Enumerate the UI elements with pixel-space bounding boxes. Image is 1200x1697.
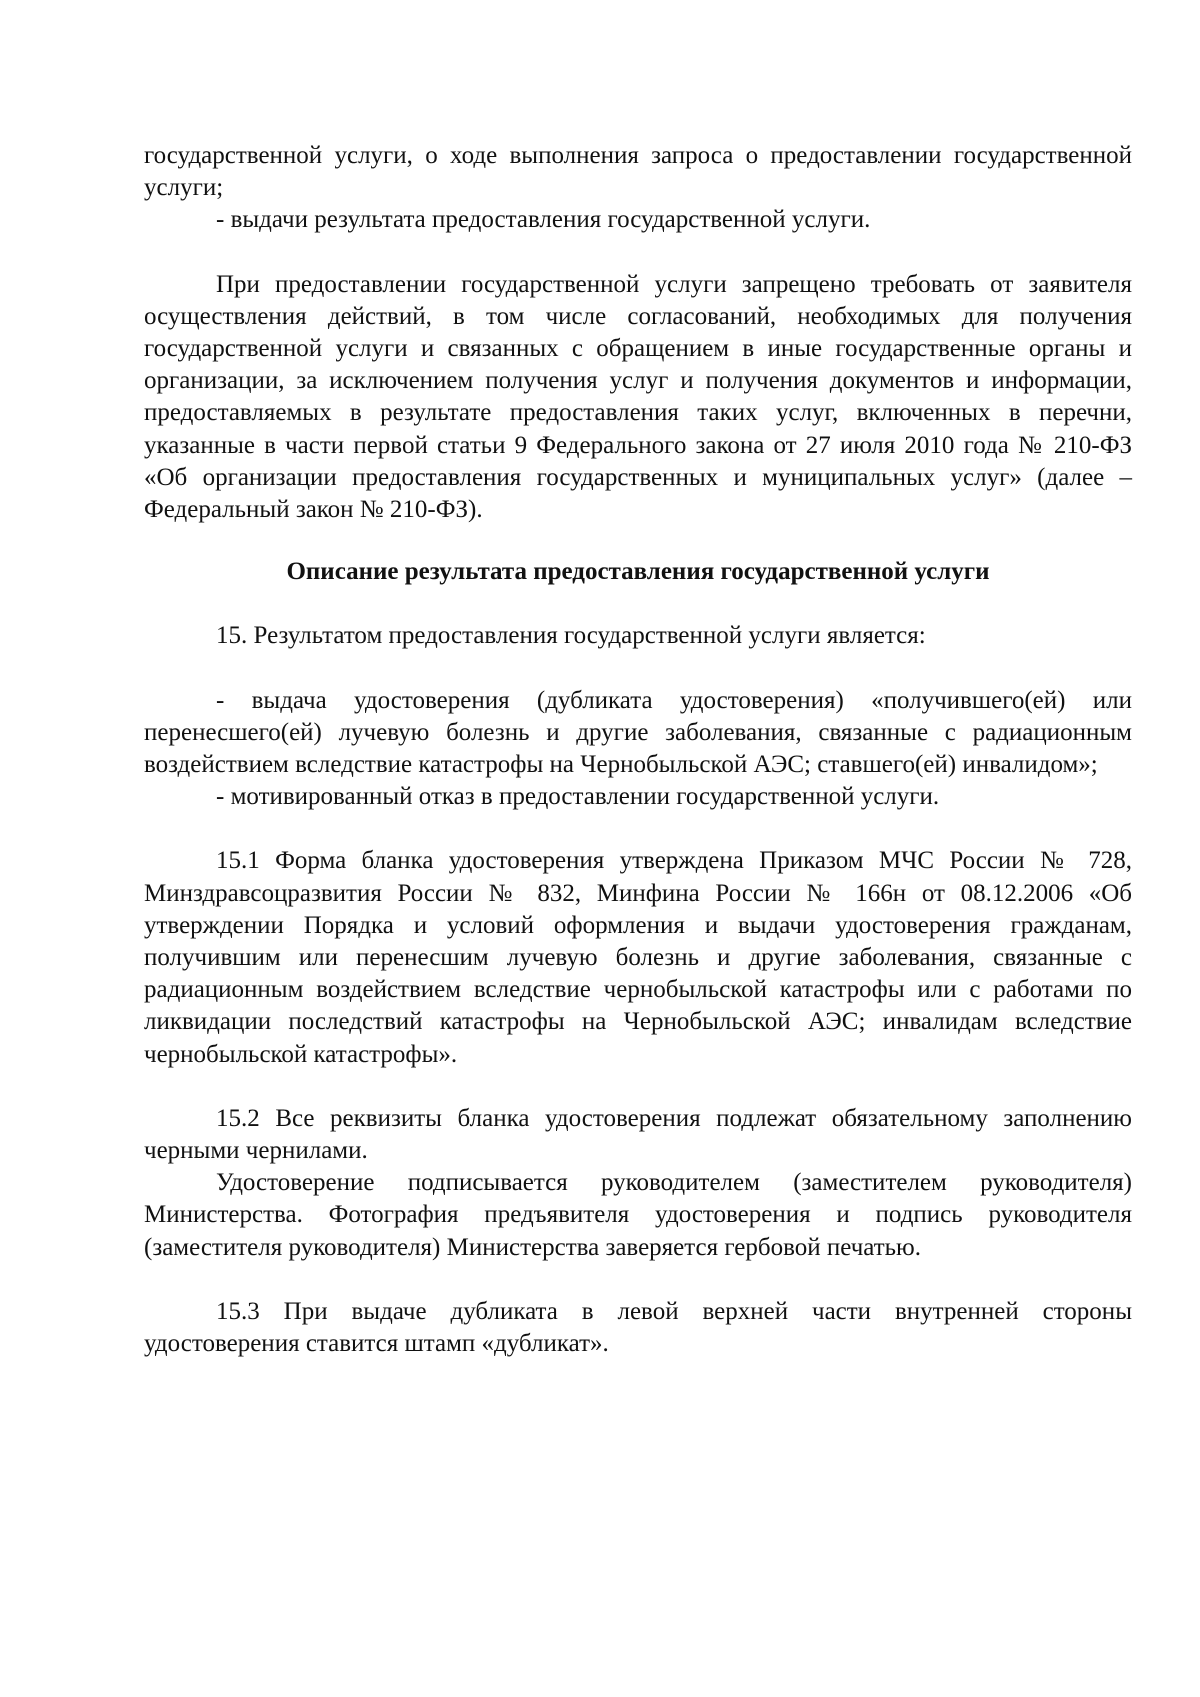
paragraph-item-15-1: 15.1 Форма бланка удостоверения утверждена Приказом МЧС России № 728, Минздравсоцразвития России № 832, Минфина России № 166н от 08.12.2006 «Об утверждении Порядка и условий оформления и выдачи удостоверения гражданам, получившим или перенесшим лучевую болезнь и другие заболевания, связанные с радиационным воздействием вследствие чернобыльской катастрофы или с работами по ликвидации последствий катастрофы на Чернобыльской АЭС; инвалидам вследствие чернобыльской катастрофы».	[144, 847, 1132, 1068]
paragraph-result-issuance: - выдачи результата предоставления государственной услуги.	[216, 206, 871, 234]
list-item-certificate: - выдача удостоверения (дубликата удостоверения) «получившего(ей) или перенесшего(ей) лучевую болезнь и другие заболевания, связанные с радиационным воздействием вследствие катастрофы на Чернобыльской АЭС; ставшего(ей) инвалидом»;	[144, 686, 1132, 779]
paragraph-item-15-2-signature: Удостоверение подписывается руководителем (заместителем руководителя) Министерства. Фотография предъявителя удостоверения и подпись руководителя (заместителя руководителя) Министерства заверяется гербовой печатью.	[144, 1169, 1132, 1261]
paragraph-item-15-3: 15.3 При выдаче дубликата в левой верхней части внутренней стороны удостоверения ставится штамп «дубликат».	[144, 1297, 1132, 1358]
paragraph-prohibition: При предоставлении государственной услуги запрещено требовать от заявителя осуществления действий, в том числе согласований, необходимых для получения государственной услуги и связанных с обращением в иные государственные органы и организации, за исключением получения услуг и получения документов и информации, предоставляемых в результате предоставления таких услуг, включенных в перечни, указанные в части первой статьи 9 Федерального закона от 27 июля 2010 года № 210-ФЗ «Об организации предоставления государственных и муниципальных услуг» (далее – Федеральный закон № 210-ФЗ).	[144, 270, 1132, 524]
section-heading: Описание результата предоставления государственной услуги	[286, 558, 990, 586]
list-item-refusal: - мотивированный отказ в предоставлении государственной услуги.	[216, 783, 940, 811]
paragraph-item-15-2: 15.2 Все реквизиты бланка удостоверения подлежат обязательному заполнению черными чернилами.	[144, 1104, 1132, 1165]
paragraph-item-15: 15. Результатом предоставления государственной услуги является:	[216, 622, 926, 650]
document-page	[144, 140, 1132, 1360]
paragraph-top-continuation: государственной услуги, о ходе выполнения запроса о предоставлении государственной услуги;	[144, 142, 1132, 202]
